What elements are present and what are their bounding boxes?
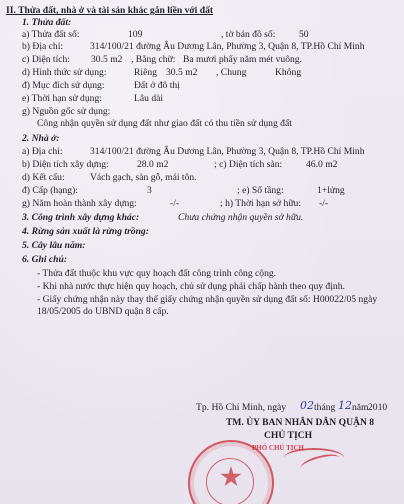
land-origin-value: Công nhận quyền sử dụng đất như giao đất có thu tiền sử dụng đất (37, 118, 292, 129)
land-term-value: Lâu dài (134, 93, 164, 104)
house-floors-value: 1+lửng (317, 185, 345, 196)
issuing-authority: TM. ỦY BAN NHÂN DÂN QUẬN 8 (226, 417, 375, 428)
perennial-heading: 5. Cây lâu năm: (22, 240, 86, 251)
land-parcel-value: 109 (128, 29, 143, 40)
land-use-common-label: , Chung (216, 67, 247, 78)
date-month-label: tháng (314, 402, 336, 413)
land-term-label: e) Thời hạn sử dụng: (22, 93, 102, 104)
land-purpose-value: Đất ở đô thị (134, 80, 180, 91)
notes-heading: 6. Ghi chú: (22, 254, 68, 265)
house-heading: 2. Nhà ở: (22, 133, 60, 144)
land-parcel-label: a) Thửa đất số: (22, 29, 80, 40)
place-date-prefix: Tp. Hồ Chí Minh, ngày (196, 402, 287, 413)
house-floor-area-label: ; c) Diện tích sàn: (214, 159, 283, 170)
house-grade-value: 3 (147, 185, 152, 196)
land-purpose-label: đ) Mục đích sử dụng: (22, 80, 105, 91)
land-heading: 1. Thửa đất: (22, 17, 72, 28)
other-structure-heading: 3. Công trình xây dựng khác: (22, 212, 140, 223)
forest-heading: 4. Rừng sản xuất là rừng trồng: (22, 226, 149, 237)
house-year-value: -/- (170, 198, 180, 209)
land-use-form-label: d) Hình thức sử dụng: (22, 67, 107, 78)
house-floor-area-value: 46.0 m2 (306, 159, 338, 170)
house-build-area-value: 28.0 m2 (137, 159, 169, 170)
note-4: 18/05/2005 do UBND quận 8 cấp. (37, 306, 169, 317)
house-year-label: g) Năm hoàn thành xây dựng: (22, 198, 137, 209)
land-origin-label: g) Nguồn gốc sử dụng: (22, 106, 111, 117)
house-address-value: 314/100/21 đường Âu Dương Lân, Phường 3, Quận 8, TP.Hồ Chí Minh (90, 146, 365, 157)
note-3: - Giấy chứng nhận này thay thế giấy chứng nhận quyền sử dụng đất số: H00022/05 ngày (37, 294, 378, 305)
house-floors-label: ; e) Số tầng: (237, 185, 284, 196)
land-area-value: 30.5 m2 (91, 54, 123, 65)
date-day: 02 (300, 399, 314, 412)
other-structure-value: Chưa chứng nhận quyền sở hữu. (178, 212, 304, 223)
deputy-role-stamp: PHÓ CHỦ TỊCH (252, 444, 304, 452)
note-1: - Thửa đất thuộc khu vực quy hoạch đất công trình công cộng. (37, 268, 277, 279)
land-use-private-label: Riêng (134, 67, 157, 78)
land-address-value: 314/100/21 đường Âu Dương Lân, Phường 3, Quận 8, TP.Hồ Chí Minh (90, 41, 365, 52)
land-map-value: 50 (299, 29, 309, 40)
house-address-label: a) Địa chỉ: (22, 146, 63, 157)
land-use-private-value: 30.5 m2 (166, 67, 198, 78)
land-area-words-label: , Bằng chữ: (131, 54, 176, 65)
date-year-label: năm (352, 402, 369, 413)
house-ownership-term-value: -/- (319, 198, 329, 209)
land-area-label: c) Diện tích: (22, 54, 70, 65)
land-map-label: , tờ bản đồ số: (221, 29, 276, 40)
date-year: 2010 (368, 402, 388, 413)
date-month: 12 (338, 399, 352, 412)
house-ownership-term-label: ; h) Thời hạn sở hữu: (220, 198, 301, 209)
house-grade-label: đ) Cấp (hạng): (22, 185, 78, 196)
land-address-label: b) Địa chỉ: (22, 41, 64, 52)
note-2: - Khi nhà nước thực hiện quy hoạch, chủ sử dụng phải chấp hành theo quy định. (37, 281, 345, 292)
land-area-words-value: Ba mươi phẩy năm mét vuông. (183, 54, 302, 65)
house-build-area-label: b) Diện tích xây dựng: (22, 159, 109, 170)
house-structure-value: Vách gạch, sàn gỗ, mái tôn. (90, 172, 197, 183)
signer-role: CHỦ TỊCH (264, 430, 313, 441)
land-use-common-value: Không (275, 67, 302, 78)
section-title: II. Thửa đất, nhà ở và tài sản khác gắn liền với đất (6, 5, 214, 16)
house-structure-label: d) Kết cấu: (22, 172, 65, 183)
